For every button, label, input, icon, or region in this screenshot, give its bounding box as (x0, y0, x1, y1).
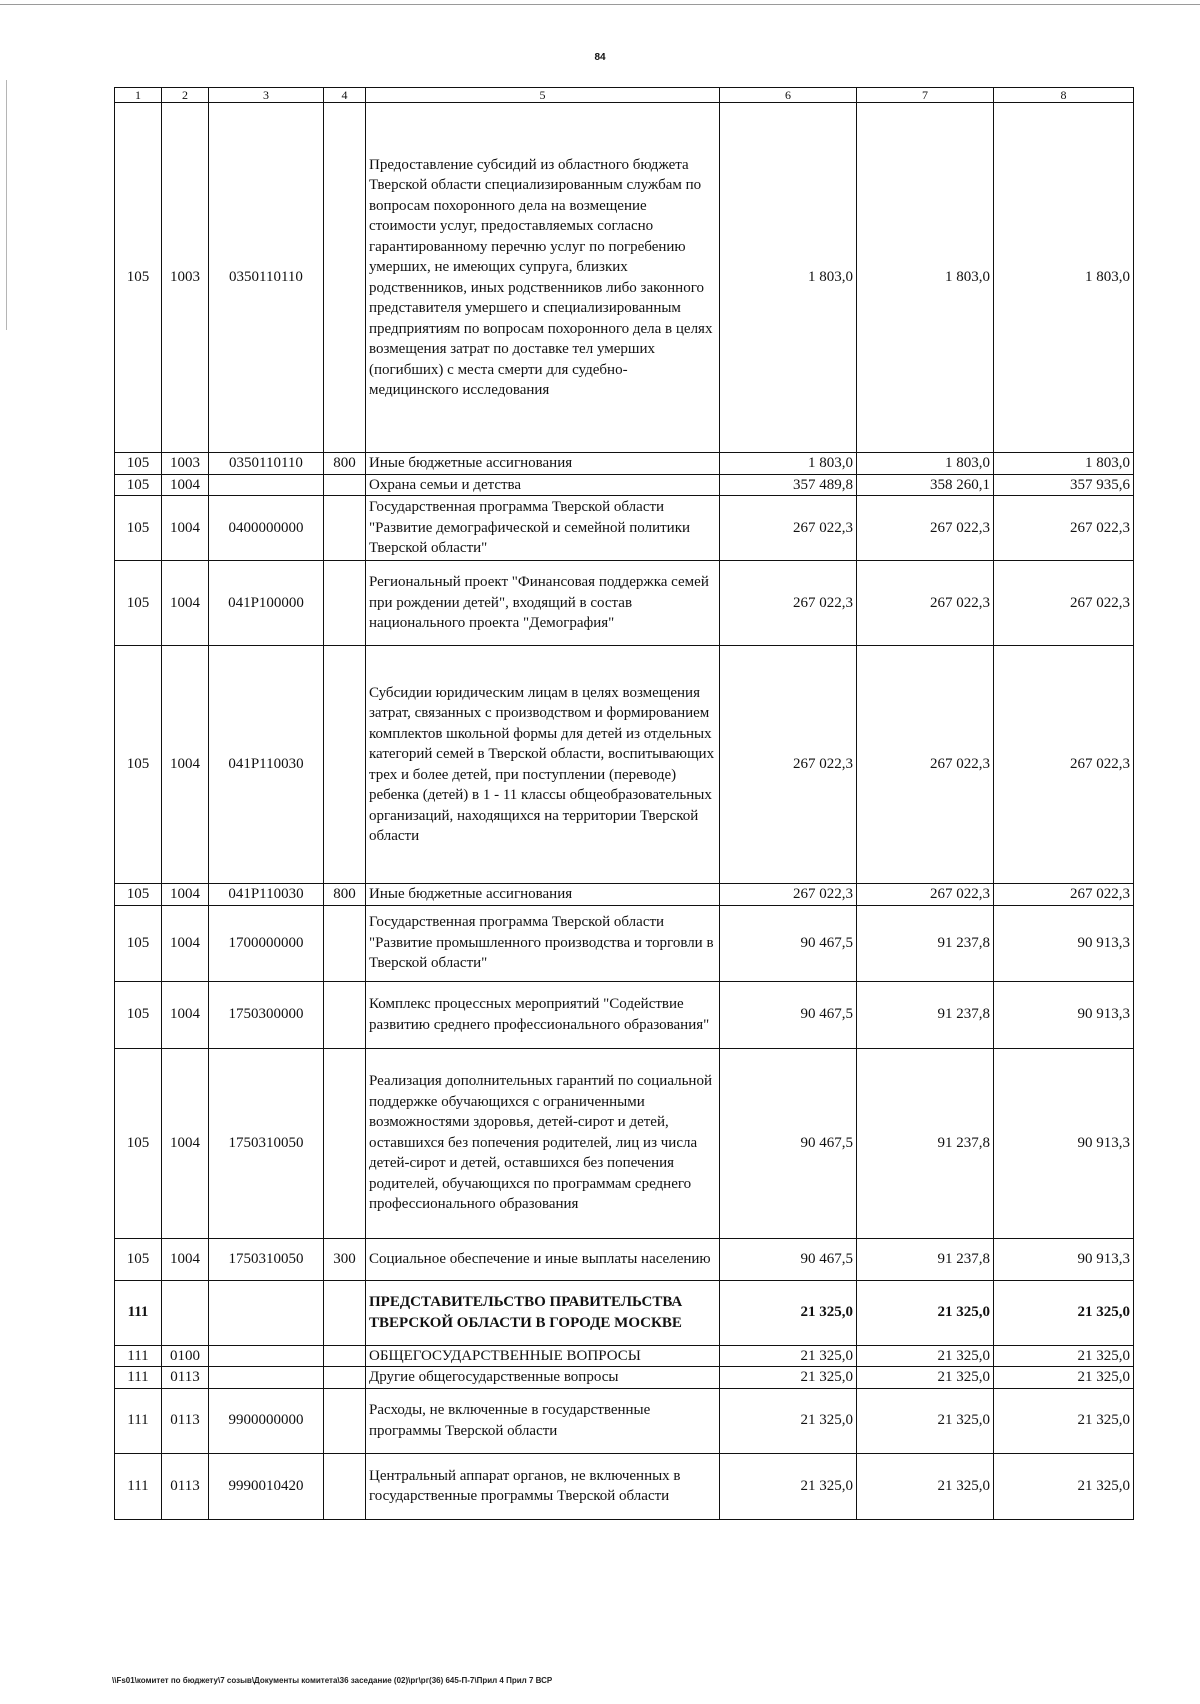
budget-table (114, 87, 1134, 1520)
cell-ministry: 105 (115, 561, 162, 646)
cell-amount-year1: 21 325,0 (720, 1280, 857, 1345)
cell-amount-year3: 1 803,0 (994, 453, 1134, 475)
cell-amount-year1: 267 022,3 (720, 561, 857, 646)
cell-target-article: 9990010420 (209, 1453, 324, 1519)
cell-target-article: 0350110110 (209, 103, 324, 453)
cell-ministry: 105 (115, 1048, 162, 1238)
cell-target-article: 041P110030 (209, 884, 324, 906)
cell-description: Охрана семьи и детства (366, 474, 720, 496)
cell-amount-year3: 21 325,0 (994, 1388, 1134, 1453)
cell-description: Государственная программа Тверской области "Развитие демографической и семейной политики Тверской области" (366, 496, 720, 561)
cell-ministry: 105 (115, 103, 162, 453)
cell-amount-year1: 1 803,0 (720, 103, 857, 453)
cell-section: 1004 (162, 474, 209, 496)
cell-ministry: 105 (115, 496, 162, 561)
cell-amount-year3: 90 913,3 (994, 905, 1134, 981)
cell-amount-year3: 90 913,3 (994, 981, 1134, 1048)
cell-amount-year2: 21 325,0 (857, 1388, 994, 1453)
table-row (115, 905, 1134, 981)
table-row (115, 1388, 1134, 1453)
cell-target-article: 041P100000 (209, 561, 324, 646)
cell-amount-year3: 21 325,0 (994, 1345, 1134, 1367)
cell-target-article (209, 1280, 324, 1345)
cell-ministry: 105 (115, 474, 162, 496)
cell-expense-type (324, 981, 366, 1048)
cell-amount-year2: 358 260,1 (857, 474, 994, 496)
table-row (115, 1238, 1134, 1280)
header-cell: 1 (115, 88, 162, 103)
cell-expense-type: 800 (324, 884, 366, 906)
cell-amount-year2: 91 237,8 (857, 1238, 994, 1280)
cell-description: Комплекс процессных мероприятий "Содействие развитию среднего профессионального образования" (366, 981, 720, 1048)
header-cell: 6 (720, 88, 857, 103)
table-row (115, 453, 1134, 475)
cell-amount-year2: 21 325,0 (857, 1367, 994, 1389)
cell-ministry: 111 (115, 1345, 162, 1367)
cell-target-article: 0400000000 (209, 496, 324, 561)
cell-section: 1004 (162, 1238, 209, 1280)
cell-expense-type (324, 1453, 366, 1519)
header-cell: 3 (209, 88, 324, 103)
header-cell: 4 (324, 88, 366, 103)
cell-description: Центральный аппарат органов, не включенных в государственные программы Тверской области (366, 1453, 720, 1519)
cell-section: 1004 (162, 646, 209, 884)
cell-section: 1004 (162, 905, 209, 981)
cell-section: 1004 (162, 884, 209, 906)
cell-ministry: 111 (115, 1453, 162, 1519)
cell-amount-year2: 1 803,0 (857, 453, 994, 475)
cell-section (162, 1280, 209, 1345)
cell-expense-type (324, 1345, 366, 1367)
table-row (115, 1453, 1134, 1519)
header-cell: 8 (994, 88, 1134, 103)
cell-amount-year3: 21 325,0 (994, 1367, 1134, 1389)
cell-amount-year2: 91 237,8 (857, 905, 994, 981)
cell-ministry: 111 (115, 1280, 162, 1345)
cell-amount-year3: 21 325,0 (994, 1280, 1134, 1345)
cell-expense-type (324, 1388, 366, 1453)
cell-description: ОБЩЕГОСУДАРСТВЕННЫЕ ВОПРОСЫ (366, 1345, 720, 1367)
header-cell: 5 (366, 88, 720, 103)
cell-amount-year1: 21 325,0 (720, 1345, 857, 1367)
cell-ministry: 105 (115, 905, 162, 981)
table-row (115, 1048, 1134, 1238)
cell-amount-year3: 90 913,3 (994, 1238, 1134, 1280)
cell-target-article (209, 474, 324, 496)
cell-amount-year2: 267 022,3 (857, 496, 994, 561)
table-row (115, 884, 1134, 906)
table-row (115, 496, 1134, 561)
cell-amount-year3: 267 022,3 (994, 561, 1134, 646)
table-header-row (115, 88, 1134, 103)
cell-amount-year3: 267 022,3 (994, 646, 1134, 884)
cell-section: 0113 (162, 1453, 209, 1519)
cell-section: 1003 (162, 453, 209, 475)
table-row (115, 1280, 1134, 1345)
cell-amount-year3: 267 022,3 (994, 884, 1134, 906)
cell-target-article: 1750300000 (209, 981, 324, 1048)
cell-ministry: 105 (115, 981, 162, 1048)
cell-expense-type: 800 (324, 453, 366, 475)
cell-amount-year2: 267 022,3 (857, 884, 994, 906)
cell-amount-year2: 21 325,0 (857, 1345, 994, 1367)
cell-target-article: 1750310050 (209, 1238, 324, 1280)
cell-amount-year1: 21 325,0 (720, 1367, 857, 1389)
cell-target-article: 041P110030 (209, 646, 324, 884)
cell-ministry: 105 (115, 884, 162, 906)
cell-section: 1004 (162, 1048, 209, 1238)
cell-expense-type (324, 905, 366, 981)
cell-amount-year3: 21 325,0 (994, 1453, 1134, 1519)
cell-section: 0113 (162, 1367, 209, 1389)
cell-section: 0100 (162, 1345, 209, 1367)
cell-ministry: 111 (115, 1367, 162, 1389)
cell-amount-year3: 267 022,3 (994, 496, 1134, 561)
cell-target-article: 1750310050 (209, 1048, 324, 1238)
table-row (115, 103, 1134, 453)
cell-amount-year1: 90 467,5 (720, 1238, 857, 1280)
cell-description: Другие общегосударственные вопросы (366, 1367, 720, 1389)
cell-amount-year3: 90 913,3 (994, 1048, 1134, 1238)
scan-edge-line (0, 4, 1200, 5)
cell-amount-year1: 90 467,5 (720, 1048, 857, 1238)
cell-amount-year1: 267 022,3 (720, 496, 857, 561)
cell-section: 1003 (162, 103, 209, 453)
cell-target-article: 9900000000 (209, 1388, 324, 1453)
table-row (115, 561, 1134, 646)
cell-target-article: 0350110110 (209, 453, 324, 475)
cell-ministry: 105 (115, 453, 162, 475)
cell-amount-year2: 91 237,8 (857, 981, 994, 1048)
cell-description: Социальное обеспечение и иные выплаты населению (366, 1238, 720, 1280)
cell-amount-year2: 1 803,0 (857, 103, 994, 453)
cell-amount-year2: 91 237,8 (857, 1048, 994, 1238)
cell-amount-year3: 1 803,0 (994, 103, 1134, 453)
cell-section: 0113 (162, 1388, 209, 1453)
cell-amount-year1: 267 022,3 (720, 884, 857, 906)
cell-section: 1004 (162, 496, 209, 561)
cell-description: Региональный проект "Финансовая поддержка семей при рождении детей", входящий в состав национального проекта "Демография" (366, 561, 720, 646)
cell-section: 1004 (162, 561, 209, 646)
cell-target-article (209, 1367, 324, 1389)
cell-target-article: 1700000000 (209, 905, 324, 981)
cell-description: ПРЕДСТАВИТЕЛЬСТВО ПРАВИТЕЛЬСТВА ТВЕРСКОЙ ОБЛАСТИ В ГОРОДЕ МОСКВЕ (366, 1280, 720, 1345)
table-row (115, 1345, 1134, 1367)
cell-expense-type: 300 (324, 1238, 366, 1280)
cell-target-article (209, 1345, 324, 1367)
cell-description: Государственная программа Тверской области "Развитие промышленного производства и торговли в Тверской области" (366, 905, 720, 981)
cell-ministry: 105 (115, 1238, 162, 1280)
cell-amount-year1: 1 803,0 (720, 453, 857, 475)
cell-ministry: 111 (115, 1388, 162, 1453)
cell-description: Реализация дополнительных гарантий по социальной поддержке обучающихся с ограниченными возможностями здоровья, детей-сирот и детей, оставшихся без попечения родителей, лиц из числа детей-сирот и детей, оставшихся без попечения родителей, обучающихся по программам среднего профессионального образования (366, 1048, 720, 1238)
cell-amount-year3: 357 935,6 (994, 474, 1134, 496)
cell-amount-year1: 21 325,0 (720, 1453, 857, 1519)
page-number: 84 (594, 52, 606, 63)
cell-description: Иные бюджетные ассигнования (366, 453, 720, 475)
cell-expense-type (324, 496, 366, 561)
cell-amount-year2: 21 325,0 (857, 1280, 994, 1345)
scan-edge-line-left (6, 80, 7, 330)
cell-ministry: 105 (115, 646, 162, 884)
cell-amount-year1: 267 022,3 (720, 646, 857, 884)
cell-expense-type (324, 646, 366, 884)
table-row (115, 981, 1134, 1048)
cell-amount-year2: 21 325,0 (857, 1453, 994, 1519)
cell-description: Предоставление субсидий из областного бюджета Тверской области специализированным службам по вопросам похоронного дела на возмещение стоимости услуг, предоставляемых согласно гарантированному перечню услуг по погребению умерших, не имеющих супруга, близких родственников, иных родственников либо законного представителя умершего и специализированным предприятиям по вопросам похоронного дела в целях возмещения затрат по доставке тел умерших (погибших) с места смерти для судебно-медицинского исследования (366, 103, 720, 453)
cell-description: Иные бюджетные ассигнования (366, 884, 720, 906)
cell-amount-year1: 21 325,0 (720, 1388, 857, 1453)
cell-expense-type (324, 103, 366, 453)
cell-amount-year1: 90 467,5 (720, 905, 857, 981)
table-row (115, 474, 1134, 496)
cell-section: 1004 (162, 981, 209, 1048)
cell-description: Расходы, не включенные в государственные программы Тверской области (366, 1388, 720, 1453)
cell-description: Субсидии юридическим лицам в целях возмещения затрат, связанных с производством и формированием комплектов школьной формы для детей из отдельных категорий семей в Тверской области, воспитывающих трех и более детей, при поступлении (переводе) ребенка (детей) в 1 - 11 классы общеобразовательных организаций, находящихся на территории Тверской области (366, 646, 720, 884)
header-cell: 2 (162, 88, 209, 103)
cell-expense-type (324, 1367, 366, 1389)
cell-expense-type (324, 561, 366, 646)
cell-expense-type (324, 1048, 366, 1238)
cell-expense-type (324, 474, 366, 496)
cell-amount-year1: 90 467,5 (720, 981, 857, 1048)
cell-amount-year2: 267 022,3 (857, 646, 994, 884)
table-row (115, 646, 1134, 884)
cell-amount-year1: 357 489,8 (720, 474, 857, 496)
cell-amount-year2: 267 022,3 (857, 561, 994, 646)
table-row (115, 1367, 1134, 1389)
footer-file-path: \\Fs01\комитет по бюджету\7 созыв\Документы комитета\36 заседание (02)\рг\рг(36) 645-П-7\Прил 4 Прил 7 ВСР (112, 1676, 553, 1685)
header-cell: 7 (857, 88, 994, 103)
cell-expense-type (324, 1280, 366, 1345)
